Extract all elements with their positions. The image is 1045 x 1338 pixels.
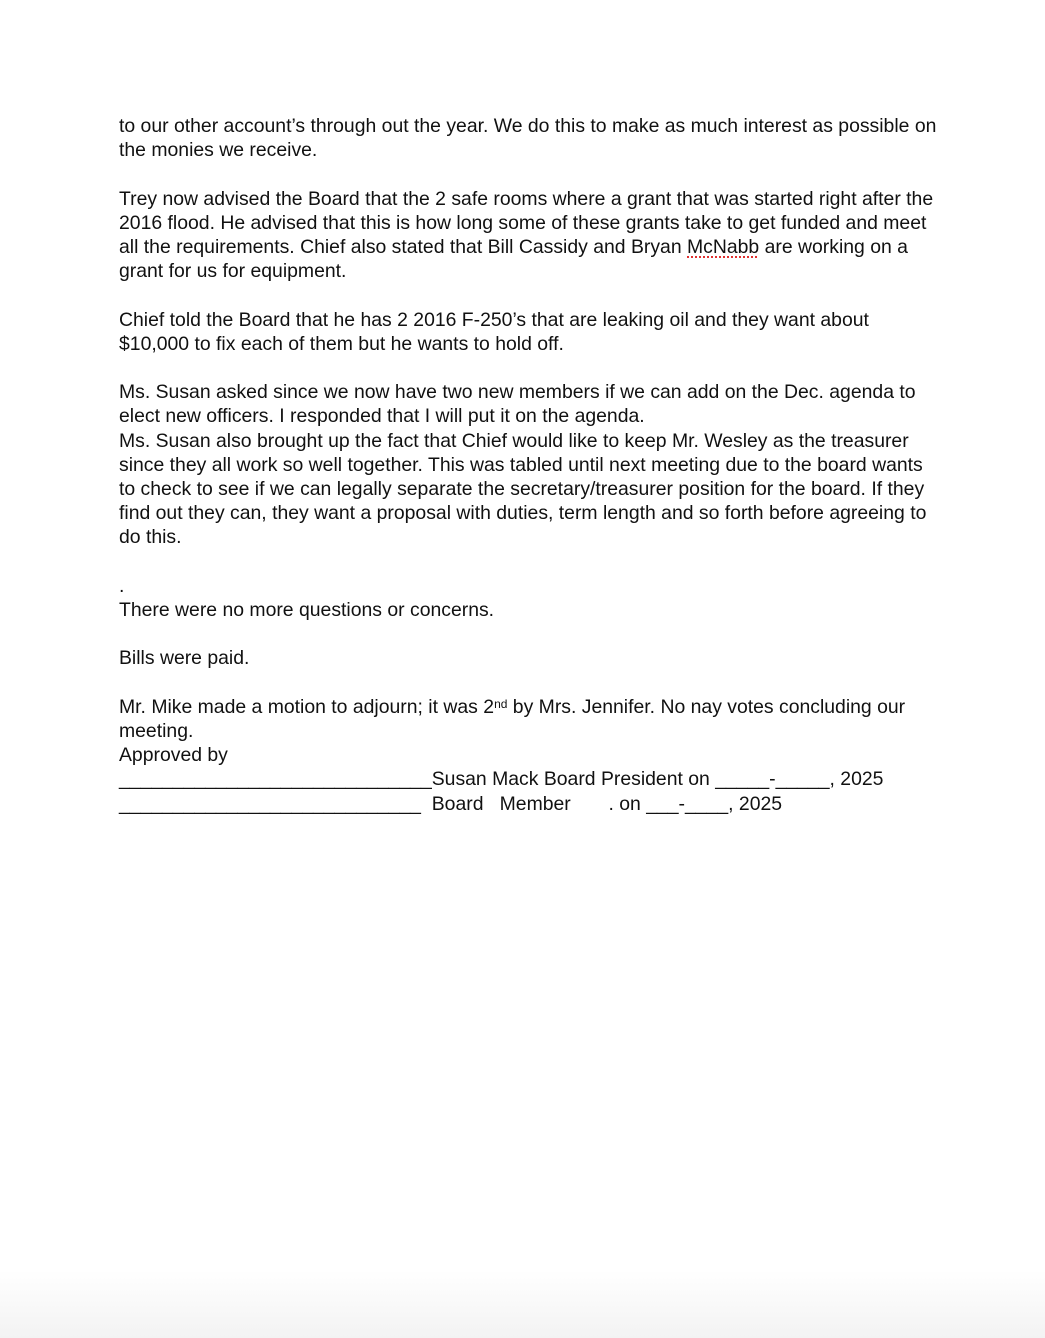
paragraph-spacer (119, 356, 939, 380)
paragraph-treasurer: Ms. Susan also brought up the fact that Chief would like to keep Mr. Wesley as the treasurer since they all work so well together. This was tabled until next meeting due to the board wants to check to see if we can legally separate the secretary/treasurer position for the board. If they find out they can, they want a proposal with duties, term length and so forth before agreeing to do this. (119, 429, 927, 549)
paragraph-safe-rooms-text-end: are working on a grant for us for equipment. (119, 236, 908, 283)
signature-line-president: _____________________________Susan Mack Board President on _____-_____, 2025 (119, 768, 884, 791)
paragraph-trucks: Chief told the Board that he has 2 2016 F-250’s that are leaking oil and they want about $10,000 to fix each of them but he wants to hold off. (119, 308, 869, 355)
paragraph-adjourn-text: Mr. Mike made a motion to adjourn; it was 2 (119, 695, 495, 718)
paragraph-spacer (119, 283, 939, 307)
ordinal-suffix: nd (494, 696, 508, 711)
paragraph-no-questions: There were no more questions or concerns. (119, 599, 495, 621)
paragraph-spacer (119, 671, 939, 695)
approved-by-label: Approved by (119, 744, 228, 767)
signature-line-member: ____________________________ Board Member . on ___-____, 2025 (119, 792, 783, 815)
paragraph-spacer (119, 622, 939, 646)
paragraph-safe-rooms-text: Trey now advised the Board that the 2 safe rooms where a grant that was started right after the 2016 flood. He advised that this is how long some of these grants take to get funded and meet all the requirements. Chief also stated that Bill Cassidy and Bryan (119, 187, 934, 258)
paragraph-spacer (119, 162, 939, 186)
paragraph-officers: Ms. Susan asked since we now have two new members if we can add on the Dec. agenda to elect new officers. I responded that I will put it on the agenda. (119, 381, 916, 428)
paragraph-adjourn (119, 695, 939, 743)
paragraph-safe-rooms (119, 187, 939, 284)
paragraph-adjourn-text-end: by Mrs. Jennifer. No nay votes concluding our meeting. (119, 695, 906, 742)
paragraph-interest: to our other account’s through out the year. We do this to make as much interest as possible on the monies we receive. (119, 115, 937, 162)
spellcheck-flagged-word[interactable]: McNabb (687, 236, 760, 258)
paragraph-spacer (119, 550, 939, 574)
stray-period: . (119, 574, 125, 597)
paragraph-bills: Bills were paid. (119, 647, 250, 670)
document-body (119, 114, 939, 816)
